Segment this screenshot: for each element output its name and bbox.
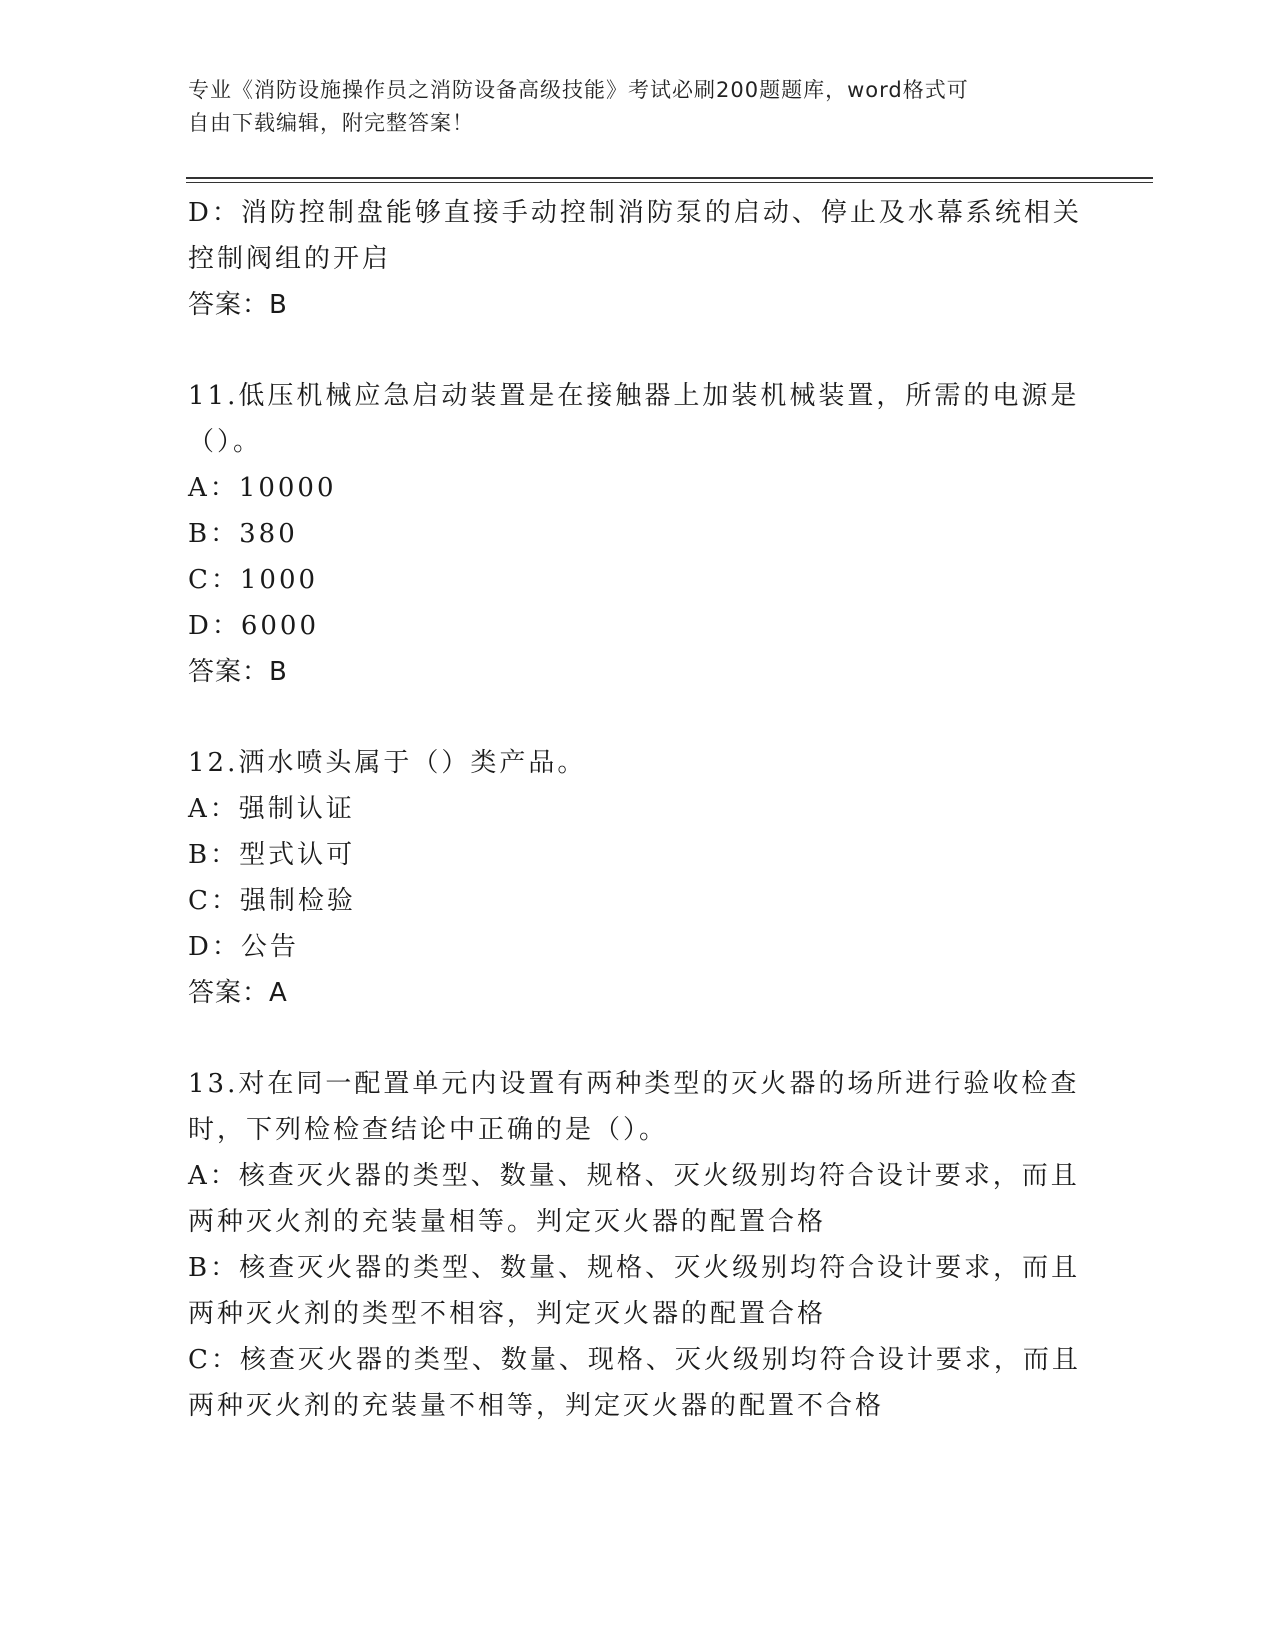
page-header (188, 74, 1068, 140)
spacer (188, 328, 1088, 373)
q11-option-d: D：6000 (188, 611, 320, 641)
question-12 (188, 740, 1088, 1016)
header-rule-thick (186, 177, 1153, 179)
header-line-2: 自由下载编辑，附完整答案！ (188, 111, 474, 135)
question-13 (188, 1061, 1088, 1429)
q12-stem-line1: 12.洒水喷头属于（）类产品。 (188, 748, 587, 778)
question-content (188, 190, 1088, 1429)
spacer (188, 695, 1088, 740)
q13-option-c-line1: C：核查灭火器的类型、数量、现格、灭火级别均符合设计要求，而且 (188, 1345, 1081, 1375)
q13-stem-line1: 13.对在同一配置单元内设置有两种类型的灭火器的场所进行验收检查 (188, 1069, 1080, 1099)
question-10-tail (188, 190, 1088, 328)
q10-option-d-line1: D：消防控制盘能够直接手动控制消防泵的启动、停止及水幕系统相关 (188, 198, 1082, 228)
q13-stem-line2: 时，下列检检查结论中正确的是（）。 (188, 1115, 669, 1145)
q12-answer: 答案：A (188, 978, 288, 1008)
q11-answer: 答案：B (188, 657, 288, 687)
q13-option-b-line1: B：核查灭火器的类型、数量、规格、灭火级别均符合设计要求，而且 (188, 1253, 1081, 1283)
q13-option-a-line1: A：核查灭火器的类型、数量、规格、灭火级别均符合设计要求，而且 (188, 1161, 1080, 1191)
q12-option-d: D：公告 (188, 932, 299, 962)
q12-option-b: B：型式认可 (188, 840, 356, 870)
q12-option-c: C：强制检验 (188, 886, 356, 916)
q11-option-c: C：1000 (188, 565, 319, 595)
q13-option-c-line2: 两种灭火剂的充装量不相等，判定灭火器的配置不合格 (188, 1391, 885, 1421)
q10-answer: 答案：B (188, 290, 288, 320)
q12-option-a: A：强制认证 (188, 794, 355, 824)
q11-option-b: B：380 (188, 519, 298, 549)
q11-option-a: A：10000 (188, 473, 337, 503)
spacer (188, 1016, 1088, 1061)
question-11 (188, 373, 1088, 695)
header-rule-thin (186, 182, 1153, 183)
q11-stem-line1: 11.低压机械应急启动装置是在接触器上加装机械装置，所需的电源是 (188, 381, 1080, 411)
header-line-1: 专业《消防设施操作员之消防设备高级技能》考试必刷200题题库，word格式可 (188, 78, 969, 102)
q13-option-b-line2: 两种灭火剂的类型不相容，判定灭火器的配置合格 (188, 1299, 827, 1329)
q10-option-d-line2: 控制阀组的开启 (188, 244, 392, 274)
q11-stem-line2: （）。 (188, 427, 263, 457)
q13-option-a-line2: 两种灭火剂的充装量相等。判定灭火器的配置合格 (188, 1207, 827, 1237)
